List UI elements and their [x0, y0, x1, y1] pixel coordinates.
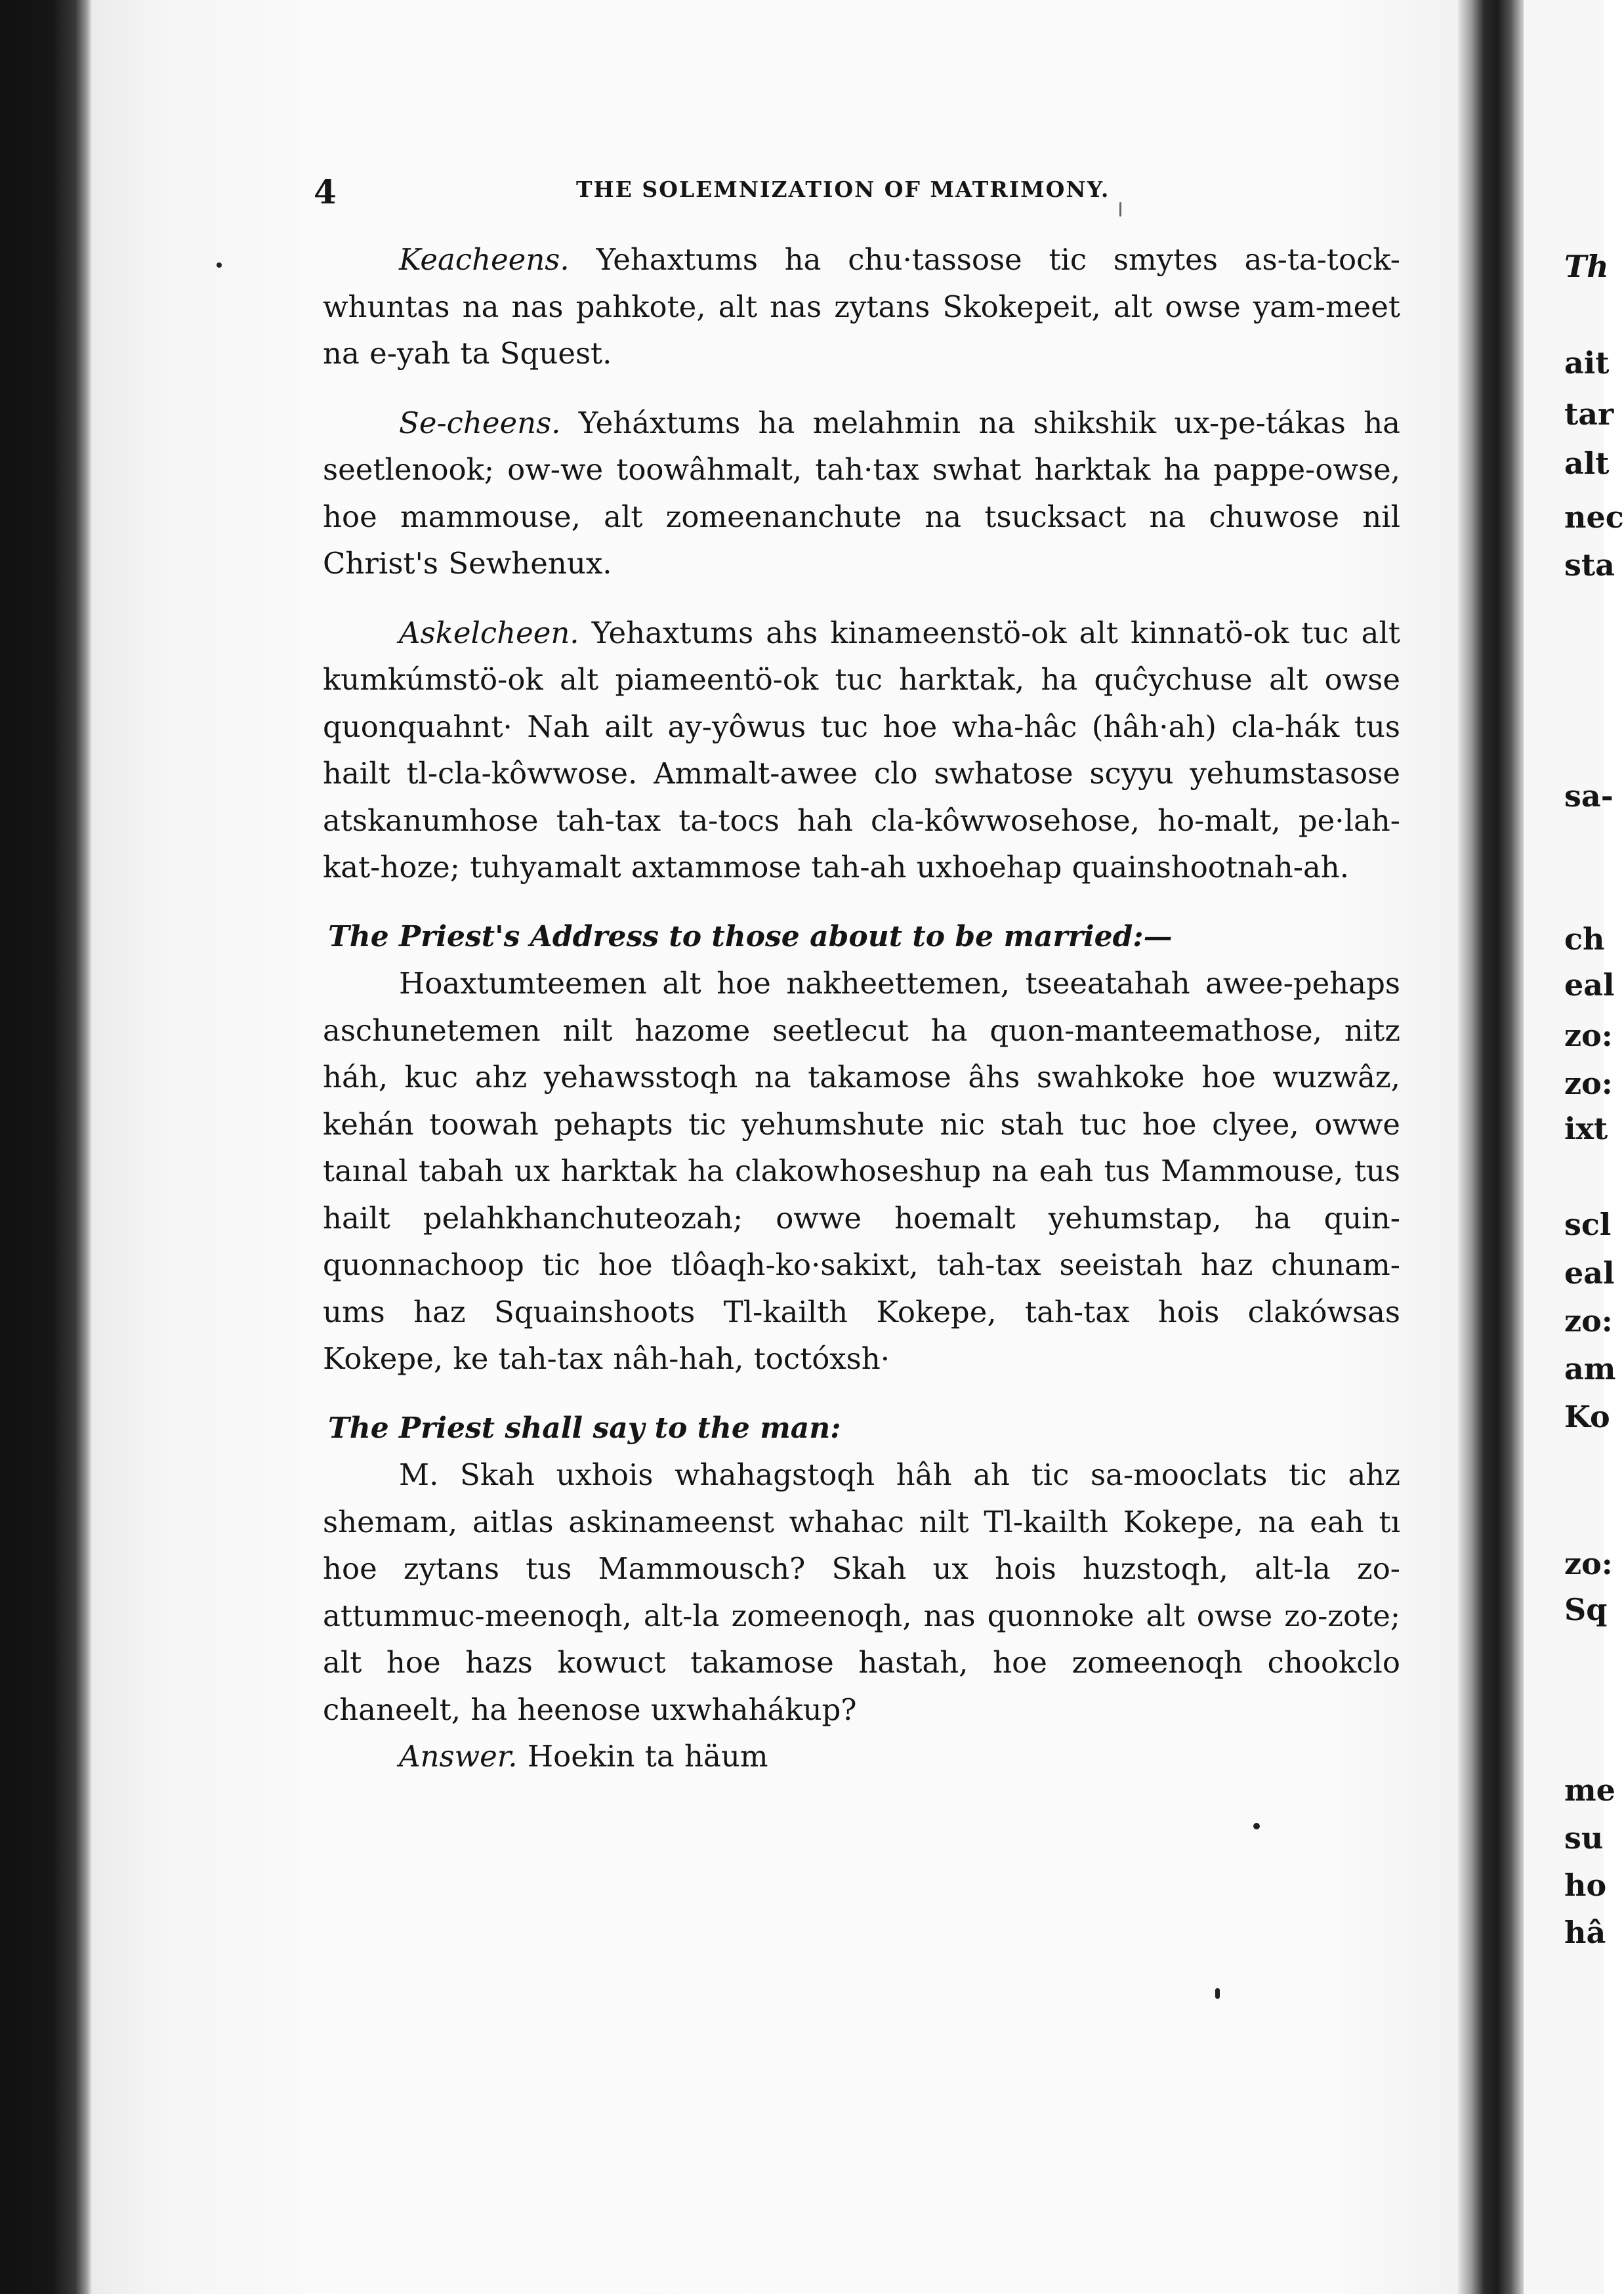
adjacent-page-fragment: scl	[1564, 1207, 1612, 1242]
paragraph-priests-address: Hoaxtumteemen alt hoe nakheettemen, tseeatahah awee-pehaps aschunetemen nilt hazome seetlecut ha quon-manteemathose, nitz háh, kuc ahz yehawsstoqh na takamose âhs swahkoke hoe wuzwâz, kehán toowah pehapts tic yehumshute nic stah tuc hoe clyee, owwe taınal tabah ux harktak ha clakowhoseshup na eah tus Mammouse, tus hailt pelahkhanchuteozah; owwe hoemalt yehumstap, ha quin-quonnachoop tic hoe tlôaqh-ko·sakixt, tah-tax seeistah haz chunam-ums haz Squainshoots Tl-kailth Kokepe, tah-tax hois clakówsas Kokepe, ke tah-tax nâh-hah, toctóxsh·	[323, 966, 1400, 1376]
paragraph-keacheens	[323, 236, 1400, 377]
page-body	[323, 236, 1400, 1780]
adjacent-page-fragment: ixt	[1564, 1111, 1608, 1146]
paragraph-se-cheens	[323, 400, 1400, 587]
running-header	[314, 167, 1429, 211]
scan-speck	[1253, 1823, 1260, 1829]
adjacent-page-fragment: sta	[1564, 547, 1615, 583]
adjacent-page-fragment: nec	[1564, 499, 1624, 535]
paragraph-text: Yehaxtums ahs kinameenstö-ok alt kinnatö-ok tuc alt kumkúmstö-ok alt piameentö-ok tuc harktak, ha quĉychuse alt owse quonquahnt· Nah ailt ay-yôwus tuc hoe wha-hâc (hâh·ah) cla-hák tus hailt tl-cla-kôwwose. Ammalt-awee clo swhatose scyyu yehumstasose atskanumhose tah-tax ta-tocs hah cla-kôwwosehose, ho-malt, pe·lah-kat-hoze; tuhyamalt axtammose tah-ah uxhoehap quainshootnah-ah.	[323, 615, 1400, 885]
paragraph-question-to-man: M. Skah uxhois whahagstoqh hâh ah tic sa-mooclats tic ahz shemam, aitlas askinameenst whahac nilt Tl-kailth Kokepe, na eah tı hoe zytans tus Mammousch? Skah ux hois huzstoqh, alt-la zo-attummuc-meenoqh, alt-la zomeenoqh, nas quonnoke alt owse zo-zote; alt hoe hazs kowuct takamose hastah, hoe zomeenoqh chookclo chaneelt, ha heenose uxwhahákup?	[323, 1457, 1400, 1727]
adjacent-page-fragment: zo:	[1564, 1303, 1613, 1339]
adjacent-page-fragment: su	[1564, 1820, 1604, 1856]
adjacent-page-fragment: alt	[1564, 446, 1610, 481]
paragraph-text: Yeháxtums ha melahmin na shikshik ux-pe-tákas ha seetlenook; ow-we toowâhmalt, tah·tax swhat harktak ha pappe-owse, hoe mammouse, alt zomeenanchute na tsucksact na chuwose nil Christ's Sewhenux.	[323, 405, 1400, 581]
adjacent-page-fragment: zo:	[1564, 1066, 1613, 1101]
adjacent-page-fragment: zo:	[1564, 1018, 1613, 1053]
adjacent-page-fragment: sa-	[1564, 778, 1614, 814]
adjacent-page-fragment: hâ	[1564, 1915, 1606, 1950]
adjacent-page-fragment: eal	[1564, 967, 1615, 1003]
adjacent-page-fragment: am	[1564, 1351, 1616, 1387]
section-heading-priests-address: The Priest's Address to those about to be married:—	[328, 919, 1173, 953]
paragraph-answer	[323, 1733, 1400, 1780]
paragraph-lead: Se-cheens.	[399, 405, 561, 440]
scan-speck	[217, 262, 222, 268]
running-head-title: THE SOLEMNIZATION OF MATRIMONY.	[576, 177, 1110, 202]
adjacent-page-fragment: Ko	[1564, 1399, 1610, 1434]
adjacent-page-fragment: ch	[1564, 921, 1605, 957]
paragraph-askelcheen	[323, 610, 1400, 891]
adjacent-page-fragment: zo:	[1564, 1546, 1613, 1581]
answer-text: Hoekin ta häum	[517, 1739, 768, 1774]
adjacent-page-fragment: me	[1564, 1772, 1615, 1808]
paragraph-lead: Keacheens.	[399, 242, 570, 277]
answer-label: Answer.	[399, 1739, 518, 1774]
adjacent-page-fragment: tar	[1564, 396, 1614, 432]
adjacent-page-fragment: ait	[1564, 345, 1610, 381]
scan-speck	[1215, 1988, 1220, 1999]
adjacent-page-fragment: eal	[1564, 1255, 1615, 1291]
adjacent-page-fragment: Th	[1564, 249, 1609, 284]
adjacent-page-fragment: Sq	[1564, 1592, 1608, 1627]
paragraph-lead: Askelcheen.	[399, 615, 579, 650]
adjacent-page-fragment: ho	[1564, 1867, 1607, 1903]
adjacent-page-sliver	[1524, 0, 1624, 2294]
page-number: 4	[314, 173, 337, 211]
paragraph-text: Yehaxtums ha chu·tassose tic smytes as-ta-tock-whuntas na nas pahkote, alt nas zytans Skokepeit, alt owse yam-meet na e-yah ta Squest.	[323, 242, 1400, 371]
scan-speck	[1119, 202, 1121, 217]
book-gutter	[1458, 0, 1524, 2294]
section-heading-to-the-man: The Priest shall say to the man:	[328, 1411, 841, 1445]
scanner-edge-left	[0, 0, 92, 2294]
